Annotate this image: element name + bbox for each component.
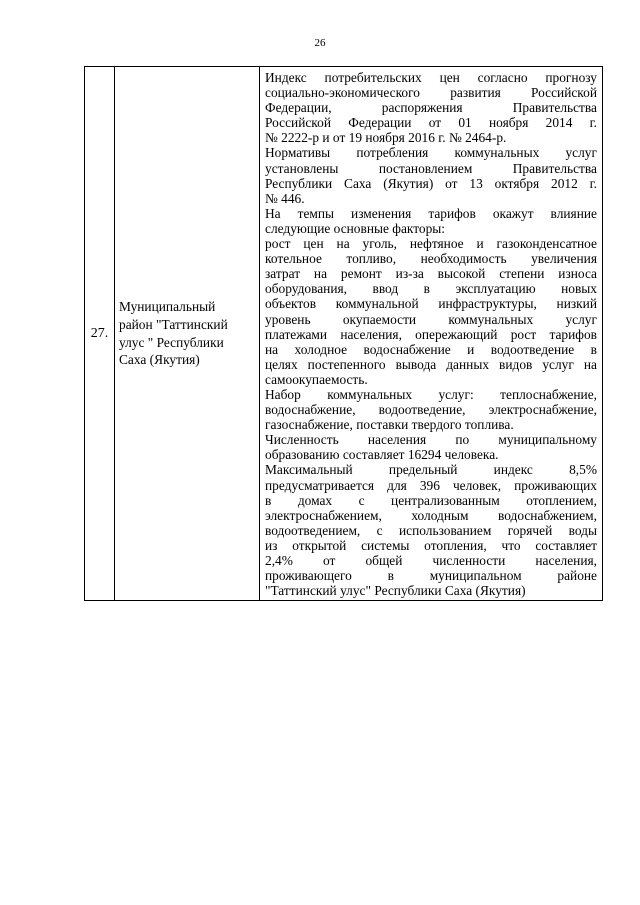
text-line: самоокупаемость. <box>265 371 368 387</box>
tariff-table <box>84 66 603 601</box>
text-line: Республики Саха (Якутия) от 13 октября 2012 г. <box>265 175 597 191</box>
paragraph-utility-services <box>265 387 597 432</box>
table-row <box>85 67 603 601</box>
text-line: следующие основные факторы: <box>265 220 446 236</box>
text-line: Российской Федерации от 01 ноября 2014 г. <box>265 115 597 131</box>
text-line: Федерации, распоряжения Правительства <box>265 100 597 116</box>
text-line: уровень окупаемости коммунальных услуг <box>265 311 597 327</box>
text-line: Индекс потребительских цен согласно прогнозу <box>265 70 597 85</box>
text-line: оборудования, ввод в эксплуатацию новых <box>265 281 597 297</box>
paragraph-population <box>265 432 597 462</box>
paragraph-cpi-forecast <box>265 70 597 145</box>
paragraph-max-index <box>265 462 597 598</box>
region-name-line: район "Таттинский <box>119 317 228 333</box>
row-number-cell: 27. <box>85 67 115 601</box>
text-line: платежами населения, опережающий рост тарифов <box>265 326 597 342</box>
text-line: Нормативы потребления коммунальных услуг <box>265 145 597 161</box>
page-number: 26 <box>314 37 326 49</box>
text-line: "Таттинский улус" Республики Саха (Якутия) <box>265 583 526 599</box>
region-name-line: Муниципальный <box>119 299 216 315</box>
description-cell <box>260 67 603 601</box>
text-line: Максимальный предельный индекс 8,5% <box>265 462 597 478</box>
text-line: № 446. <box>265 190 305 206</box>
text-line: Набор коммунальных услуг: теплоснабжение, <box>265 386 597 402</box>
paragraph-consumption-norms <box>265 145 597 205</box>
region-name-line: улус " Республики <box>119 334 224 350</box>
region-name-cell <box>115 67 260 601</box>
text-line: На темпы изменения тарифов окажут влияние <box>265 205 597 221</box>
text-line: затрат на ремонт из-за высокой степени износа <box>265 266 597 282</box>
text-line: установлены постановлением Правительства <box>265 160 597 176</box>
text-line: водоотведением, с использованием горячей воды <box>265 522 597 538</box>
text-line: котельное топливо, необходимость увеличения <box>265 251 597 267</box>
text-line: на холодное водоснабжение и водоотведение в <box>265 341 597 357</box>
text-line: образованию составляет 16294 человека. <box>265 447 499 463</box>
text-line: газоснабжение, поставки твердого топлива. <box>265 417 514 433</box>
text-line: 2,4% от общей численности населения, <box>265 553 597 568</box>
text-line: Численность населения по муниципальному <box>265 432 597 448</box>
text-line: водоснабжение, водоотведение, электроснабжение, <box>265 402 597 418</box>
text-line: из открытой системы отопления, что составляет <box>265 537 597 553</box>
text-line: в домах с централизованным отоплением, <box>265 492 597 508</box>
text-line: объектов коммунальной инфраструктуры, низкий <box>265 296 597 312</box>
paragraph-tariff-factors <box>265 206 597 387</box>
text-line: электроснабжением, холодным водоснабжением, <box>265 507 597 523</box>
region-name-line: Саха (Якутия) <box>119 352 200 368</box>
text-line: предусматривается для 396 человек, проживающих <box>265 477 597 493</box>
text-line: социально-экономического развития Российской <box>265 85 597 101</box>
text-line: № 2222-р и от 19 ноября 2016 г. № 2464-р. <box>265 130 507 146</box>
text-line: целях постепенного вывода данных видов услуг на <box>265 356 597 372</box>
text-line: проживающего в муниципальном районе <box>265 568 597 584</box>
text-line: рост цен на уголь, нефтяное и газоконденсатное <box>265 236 597 252</box>
